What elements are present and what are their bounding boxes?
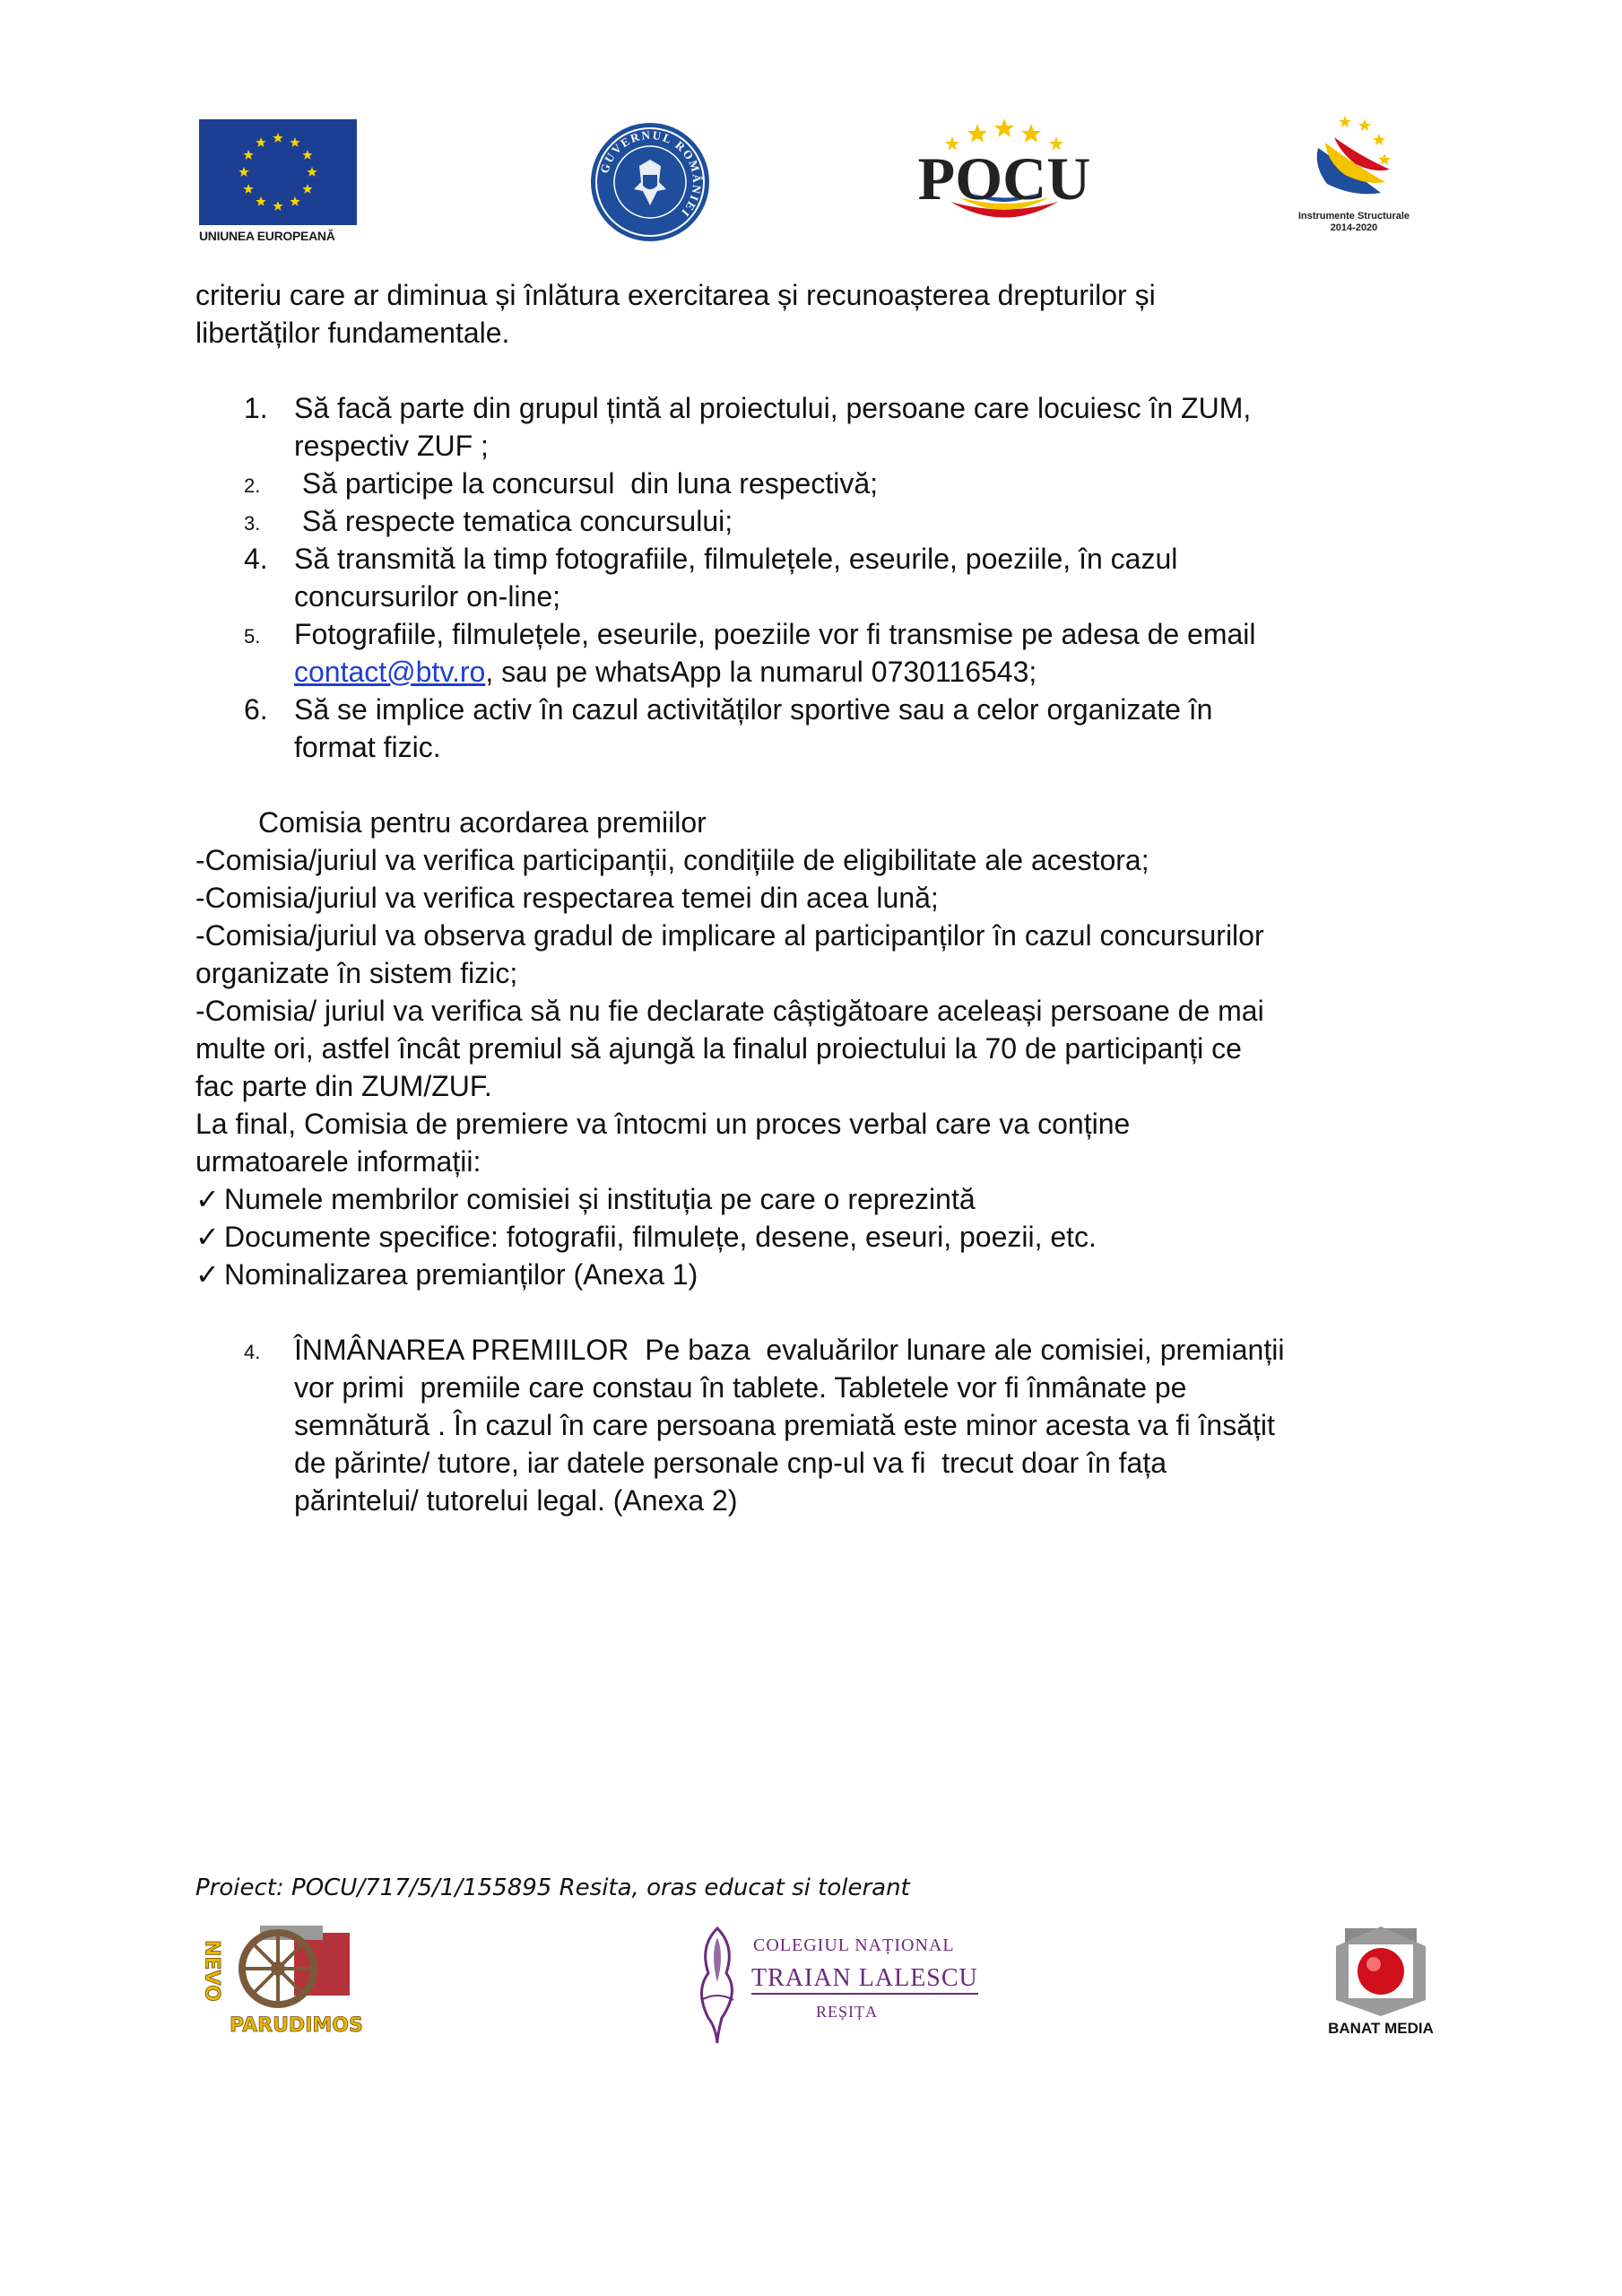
condition-number: 6. xyxy=(244,693,268,726)
romanian-government-logo xyxy=(587,119,713,245)
intro-line-1: criteriu care ar diminua și înlătura exercitarea și recunoașterea drepturilor și xyxy=(195,279,1156,311)
pocu-text: POCU xyxy=(917,144,1091,213)
condition-number: 4. xyxy=(244,543,268,575)
is-caption-line2: 2014-2020 xyxy=(1330,222,1378,233)
colegiu-name-line: COLEGIUL NAȚIONAL xyxy=(753,1935,955,1955)
phoenix-icon xyxy=(690,1919,744,2045)
section-4-number: 4. xyxy=(244,1341,261,1363)
commission-line: -Comisia/juriul va verifica respectarea temei din acea lună; xyxy=(195,882,939,914)
colegiu-city-line: REȘIȚA xyxy=(816,2003,878,2021)
commission-line: -Comisia/juriul va observa gradul de implicare al participanților în cazul concursurilor xyxy=(195,919,1264,952)
commission-line: fac parte din ZUM/ZUF. xyxy=(195,1070,492,1102)
eu-star-icon xyxy=(307,167,317,177)
condition-text: respectiv ZUF ; xyxy=(294,430,489,462)
email-suffix: , sau pe whatsApp la numarul 0730116543; xyxy=(485,656,1037,688)
colegiul-national-logo xyxy=(690,1919,978,2045)
eu-caption: UNIUNEA EUROPEANĂ xyxy=(199,229,335,243)
eu-star-icon xyxy=(243,150,253,160)
eu-star-icon xyxy=(302,184,312,194)
eu-star-icon xyxy=(290,137,299,147)
condition-text: Să participe la concursul din luna respectivă; xyxy=(294,467,879,500)
eu-stars-icon xyxy=(199,119,357,225)
eu-star-icon xyxy=(290,196,299,206)
eu-star-icon xyxy=(302,150,312,160)
condition-text: Să respecte tematica concursului; xyxy=(294,505,733,537)
condition-text: Să facă parte din grupul țintă al proiectului, persoane care locuiesc în ZUM, xyxy=(294,392,1252,424)
nevo-text: NEVO xyxy=(200,1940,223,2002)
condition-number: 2. xyxy=(244,474,261,497)
eu-star-icon xyxy=(239,167,248,177)
eu-star-icon xyxy=(273,201,282,211)
eu-star-icon xyxy=(256,137,265,147)
condition-text: concursurilor on-line; xyxy=(294,580,561,613)
eu-logo xyxy=(199,119,357,243)
colegiu-title-line: TRAIAN LALESCU xyxy=(751,1964,978,1995)
commission-line: organizate în sistem fizic; xyxy=(195,957,518,989)
is-caption-line1: Instrumente Structurale xyxy=(1297,211,1410,222)
checklist-item-text: Nominalizarea premianților (Anexa 1) xyxy=(224,1258,698,1291)
section-4-line: de părinte/ tutore, iar datele personale cnp-ul va fi trecut doar în fața xyxy=(294,1447,1167,1479)
checkmark-icon: ✓ xyxy=(195,1258,220,1291)
commission-line: -Comisia/ juriul va verifica să nu fie declarate câștigătoare aceleași persoane de mai xyxy=(195,995,1264,1027)
condition-text: format fizic. xyxy=(294,731,441,763)
condition-number: 5. xyxy=(244,625,261,648)
banat-media-logo xyxy=(1318,1919,1444,2045)
condition-text-email-line xyxy=(294,653,1037,691)
instrumente-structurale-caption xyxy=(1291,211,1417,234)
checkmark-icon: ✓ xyxy=(195,1221,220,1253)
commission-line: urmatoarele informații: xyxy=(195,1145,481,1178)
checklist-item-text: Documente specifice: fotografii, filmulețe, desene, eseuri, poezii, etc. xyxy=(224,1221,1097,1253)
commission-line: La final, Comisia de premiere va întocmi un proces verbal care va conține xyxy=(195,1108,1131,1140)
checklist-item xyxy=(195,1180,976,1218)
section-4-line: părintelui/ tutorelui legal. (Anexa 2) xyxy=(294,1484,738,1517)
banat-media-caption: BANAT MEDIA xyxy=(1328,2020,1434,2037)
email-link[interactable]: contact@btv.ro xyxy=(294,656,486,688)
checkmark-icon: ✓ xyxy=(195,1183,220,1215)
instrumente-structurale-icon xyxy=(1291,112,1417,209)
eu-star-icon xyxy=(256,196,265,206)
condition-number: 3. xyxy=(244,512,261,535)
instrumente-structurale-logo xyxy=(1291,112,1417,247)
government-seal-icon xyxy=(587,119,713,245)
commission-heading: Comisia pentru acordarea premiilor xyxy=(258,806,707,839)
eu-flag xyxy=(199,119,357,225)
banat-media-icon xyxy=(1318,1919,1444,2016)
eu-star-icon xyxy=(243,184,253,194)
checklist-item xyxy=(195,1256,698,1293)
government-text: GUVERNUL ROMÂNIEI xyxy=(597,127,705,221)
parudimos-wheel-icon xyxy=(200,1913,366,2043)
pocu-emblem-icon xyxy=(888,117,1121,233)
condition-text: Să se implice activ în cazul activităților sportive sau a celor organizate în xyxy=(294,693,1213,726)
checklist-item xyxy=(195,1218,1097,1256)
condition-number: 1. xyxy=(244,392,268,424)
pocu-logo xyxy=(888,117,1121,233)
condition-text: Fotografiile, filmulețele, eseurile, poeziile vor fi transmise pe adesa de email xyxy=(294,618,1256,650)
parudimos-text: PARUDIMOS xyxy=(230,2014,363,2037)
checklist-item-text: Numele membrilor comisiei și instituția pe care o reprezintă xyxy=(224,1183,976,1215)
intro-line-2: libertăților fundamentale. xyxy=(195,317,510,349)
eu-star-icon xyxy=(273,133,282,143)
condition-text: Să transmită la timp fotografiile, filmulețele, eseurile, poeziile, în cazul xyxy=(294,543,1178,575)
commission-line: -Comisia/juriul va verifica participanții, condițiile de eligibilitate ale acestora; xyxy=(195,844,1149,876)
section-4-line: semnătură . În cazul în care persoana premiată este minor acesta va fi însățit xyxy=(294,1409,1275,1441)
parudimos-logo xyxy=(200,1913,366,2043)
commission-line: multe ori, astfel încât premiul să ajungă la finalul proiectului la 70 de participanți ce xyxy=(195,1032,1242,1065)
project-reference: Proiect: POCU/717/5/1/155895 Resita, oras educat si tolerant xyxy=(195,1874,910,1901)
section-4-line: vor primi premiile care constau în tablete. Tabletele vor fi înmânate pe xyxy=(294,1371,1187,1404)
section-4-line: ÎNMÂNAREA PREMIILOR Pe baza evaluărilor lunare ale comisiei, premianții xyxy=(294,1334,1285,1366)
